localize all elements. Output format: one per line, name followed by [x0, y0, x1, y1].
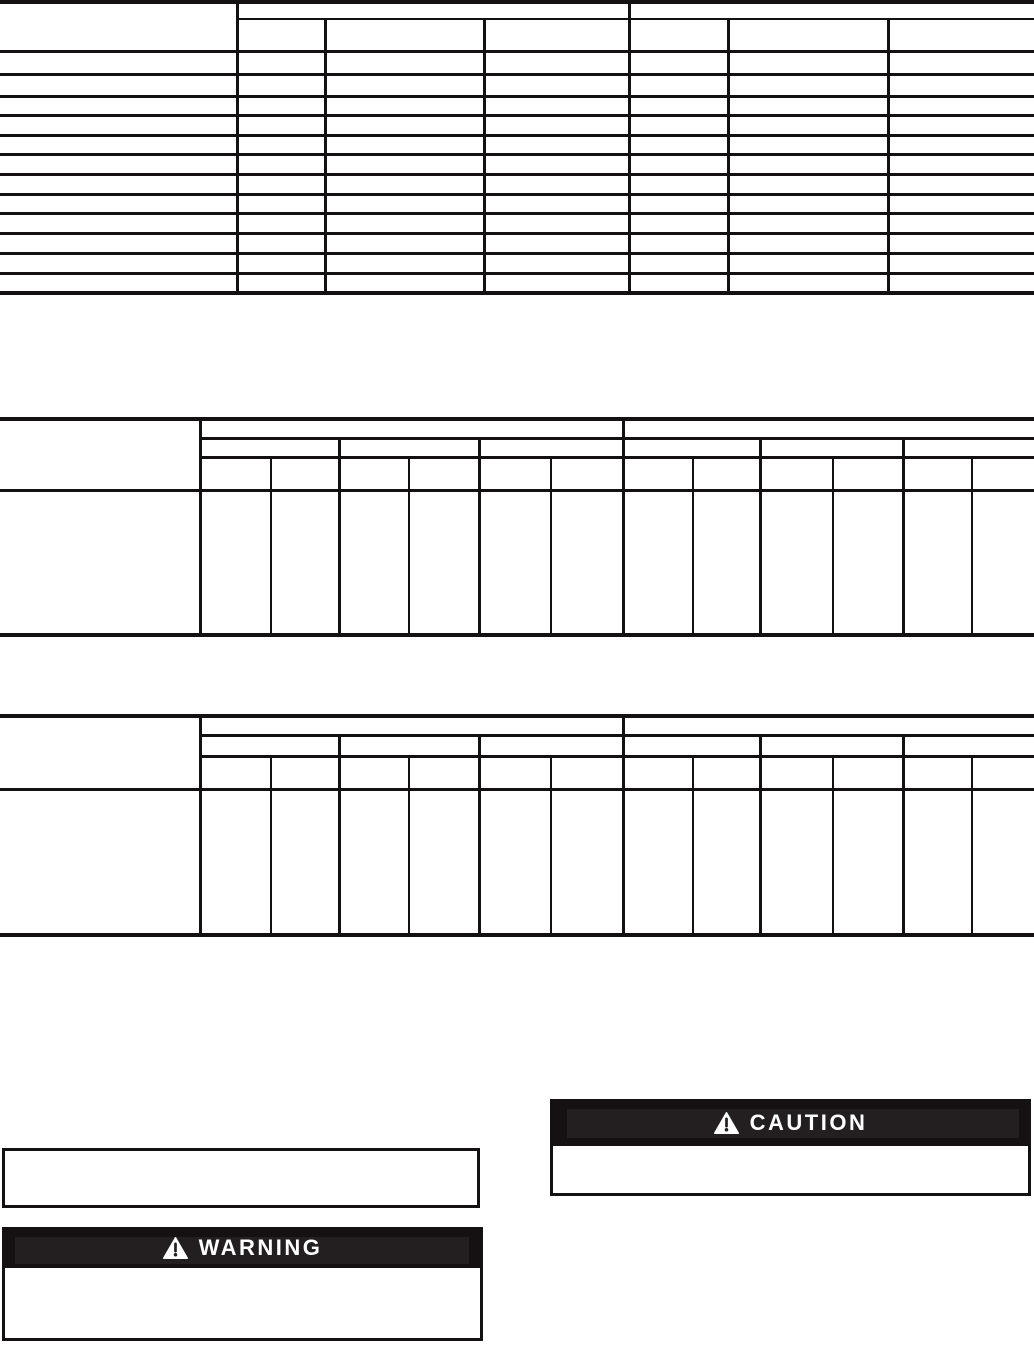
grid-line-v	[550, 456, 552, 637]
grid-line-v	[199, 417, 202, 637]
warning-triangle-icon	[714, 1112, 739, 1134]
grid-line-h	[0, 134, 1034, 137]
grid-line-v	[832, 755, 834, 937]
warning-box	[2, 1227, 483, 1341]
caution-body	[550, 1146, 1031, 1196]
grid-line-v	[270, 755, 272, 937]
grid-line-v	[971, 456, 973, 637]
grid-line-h	[200, 755, 1034, 758]
grid-line-v	[236, 2, 239, 295]
grid-line-v	[759, 437, 762, 637]
note-box	[2, 1148, 480, 1208]
grid-line-v	[622, 714, 625, 937]
grid-line-v	[408, 755, 410, 937]
grid-line-v	[338, 437, 341, 637]
grid-line-v	[270, 456, 272, 637]
caution-header-bar	[550, 1099, 1031, 1146]
grid-line-h	[200, 734, 1034, 737]
grid-line-h	[0, 114, 1034, 117]
grid-line-h	[0, 417, 1034, 421]
grid-line-v	[199, 714, 202, 937]
grid-line-v	[692, 456, 694, 637]
grid-line-v	[628, 2, 631, 295]
grid-line-h	[0, 173, 1034, 176]
grid-line-v	[692, 755, 694, 937]
grid-line-h	[0, 272, 1034, 275]
grid-line-v	[902, 437, 905, 637]
grid-line-v	[338, 734, 341, 937]
grid-line-v	[550, 755, 552, 937]
warning-header-bar	[2, 1227, 483, 1268]
grid-line-h	[200, 437, 1034, 440]
grid-line-h	[0, 95, 1034, 98]
grid-line-v	[483, 18, 486, 295]
grid-line-h	[0, 232, 1034, 235]
grid-line-v	[971, 755, 973, 937]
grid-line-h	[0, 788, 1034, 791]
warning-body	[2, 1268, 483, 1341]
grid-line-h	[0, 714, 1034, 718]
grid-line-h	[0, 0, 1034, 4]
grid-line-v	[324, 18, 327, 295]
grid-line-h	[0, 73, 1034, 76]
grid-line-h	[0, 933, 1034, 937]
grid-line-h	[0, 252, 1034, 255]
grid-line-h	[0, 193, 1034, 196]
grid-line-v	[622, 417, 625, 637]
grid-line-v	[408, 456, 410, 637]
grid-line-v	[478, 734, 481, 937]
grid-line-v	[887, 18, 890, 295]
grid-line-v	[902, 734, 905, 937]
grid-line-v	[759, 734, 762, 937]
grid-line-v	[478, 437, 481, 637]
grid-line-h	[0, 633, 1034, 637]
grid-line-h	[0, 50, 1034, 53]
warning-label: WARNING	[198, 1234, 323, 1260]
warning-triangle-icon	[163, 1237, 188, 1259]
grid-line-h	[0, 153, 1034, 156]
grid-line-h	[0, 291, 1034, 295]
grid-line-h	[200, 456, 1034, 459]
grid-line-v	[727, 18, 730, 295]
grid-line-v	[832, 456, 834, 637]
grid-line-h	[0, 212, 1034, 215]
grid-line-h	[0, 489, 1034, 492]
caution-label: CAUTION	[749, 1109, 868, 1135]
caution-box	[550, 1099, 1031, 1196]
grid-line-h	[237, 18, 1034, 20]
